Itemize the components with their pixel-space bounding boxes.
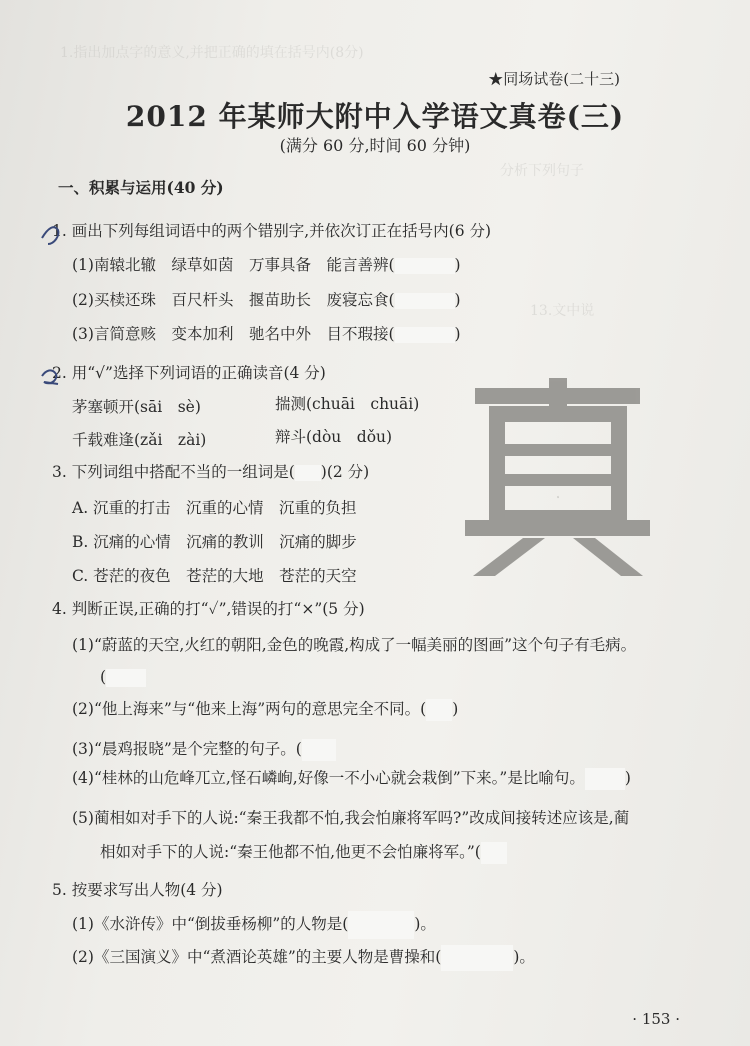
- watermark-stamp: [465, 378, 650, 578]
- answer-blank[interactable]: [395, 327, 455, 343]
- question-1-row: (1)南辕北辙 绿草如茵 万事具备 能言善辨( ): [72, 256, 461, 274]
- page-number: · 153 ·: [632, 1010, 680, 1028]
- question-5-stem: 5. 按要求写出人物(4 分): [52, 881, 223, 899]
- pen-mark: [40, 362, 70, 388]
- question-2-item: 揣测(chuāi chuāi): [275, 395, 420, 413]
- answer-blank[interactable]: [395, 258, 455, 274]
- question-4-item: (4)“桂林的山危峰兀立,怪石嶙峋,好像一不小心就会栽倒”下来。”是比喻句。 ): [72, 766, 631, 790]
- question-4-item: (3)“晨鸡报晓”是个完整的句子。(: [72, 737, 336, 761]
- question-5-item: (2)《三国演义》中“煮酒论英雄”的主要人物是曹操和( )。: [72, 945, 535, 971]
- section-heading: 一、积累与运用(40 分): [58, 178, 224, 197]
- question-3-option: C. 苍茫的夜色 苍茫的大地 苍茫的天空: [72, 567, 357, 585]
- answer-blank[interactable]: [585, 768, 625, 790]
- question-2-item: 千载难逢(zǎi zài): [72, 431, 207, 449]
- pen-mark: [40, 222, 68, 248]
- question-4-item: (2)“他上海来”与“他来上海”两句的意思完全不同。( ): [72, 697, 458, 721]
- question-1-stem: 1. 画出下列每组词语中的两个错别字,并依次订正在括号内(6 分): [52, 222, 492, 240]
- answer-blank[interactable]: [106, 669, 146, 687]
- answer-blank[interactable]: [426, 699, 452, 721]
- question-5-item: (1)《水浒传》中“倒拔垂杨柳”的人物是( )。: [72, 911, 436, 939]
- answer-blank[interactable]: [441, 945, 513, 971]
- answer-blank[interactable]: [295, 465, 321, 481]
- question-3-option: A. 沉重的打击 沉重的心情 沉重的负担: [72, 499, 357, 517]
- answer-blank[interactable]: [481, 842, 507, 864]
- question-1-row: (3)言简意赅 变本加利 驰名中外 目不瑕接( ): [72, 325, 461, 343]
- exam-subtitle: (满分 60 分,时间 60 分钟): [279, 136, 471, 155]
- exam-title: 2012 年某师大附中入学语文真卷(三): [125, 100, 625, 133]
- question-4-item: (5)蔺相如对手下的人说:“秦王我都不怕,我会怕廉将军吗?”改成间接转述应该是,蔺: [72, 809, 630, 827]
- question-2-stem: 2. 用“√”选择下列词语的正确读音(4 分): [52, 364, 326, 382]
- series-tag: ★同场试卷(二十三): [488, 70, 620, 88]
- bleed-through-text: 13.文中说: [530, 303, 595, 319]
- question-3-stem: 3. 下列词组中搭配不当的一组词是( )(2 分): [52, 463, 370, 481]
- question-2-item: 茅塞顿开(sāi sè): [72, 398, 201, 416]
- question-3-option: B. 沉痛的心情 沉痛的教训 沉痛的脚步: [72, 533, 357, 551]
- watermark-char: 真: [557, 497, 560, 499]
- answer-blank[interactable]: [348, 911, 414, 939]
- question-4-stem: 4. 判断正误,正确的打“✓”,错误的打“×”(5 分): [52, 600, 365, 618]
- answer-blank[interactable]: [302, 739, 336, 761]
- bleed-through-text: 分析下列句子: [500, 163, 584, 179]
- question-2-item: 辩斗(dòu dǒu): [275, 428, 393, 446]
- question-4-item: (1)“蔚蓝的天空,火红的朝阳,金色的晚霞,构成了一幅美丽的图画”这个句子有毛病。: [72, 636, 637, 654]
- question-4-item: 相如对手下的人说:“秦王他都不怕,他更不会怕廉将军。”(: [100, 840, 507, 864]
- question-4-item: (: [100, 668, 146, 687]
- answer-blank[interactable]: [395, 293, 455, 309]
- bleed-through-text: 1.指出加点字的意义,并把正确的填在括号内(8分): [60, 45, 364, 61]
- question-1-row: (2)买椟还珠 百尺杆头 揠苗助长 废寝忘食( ): [72, 291, 461, 309]
